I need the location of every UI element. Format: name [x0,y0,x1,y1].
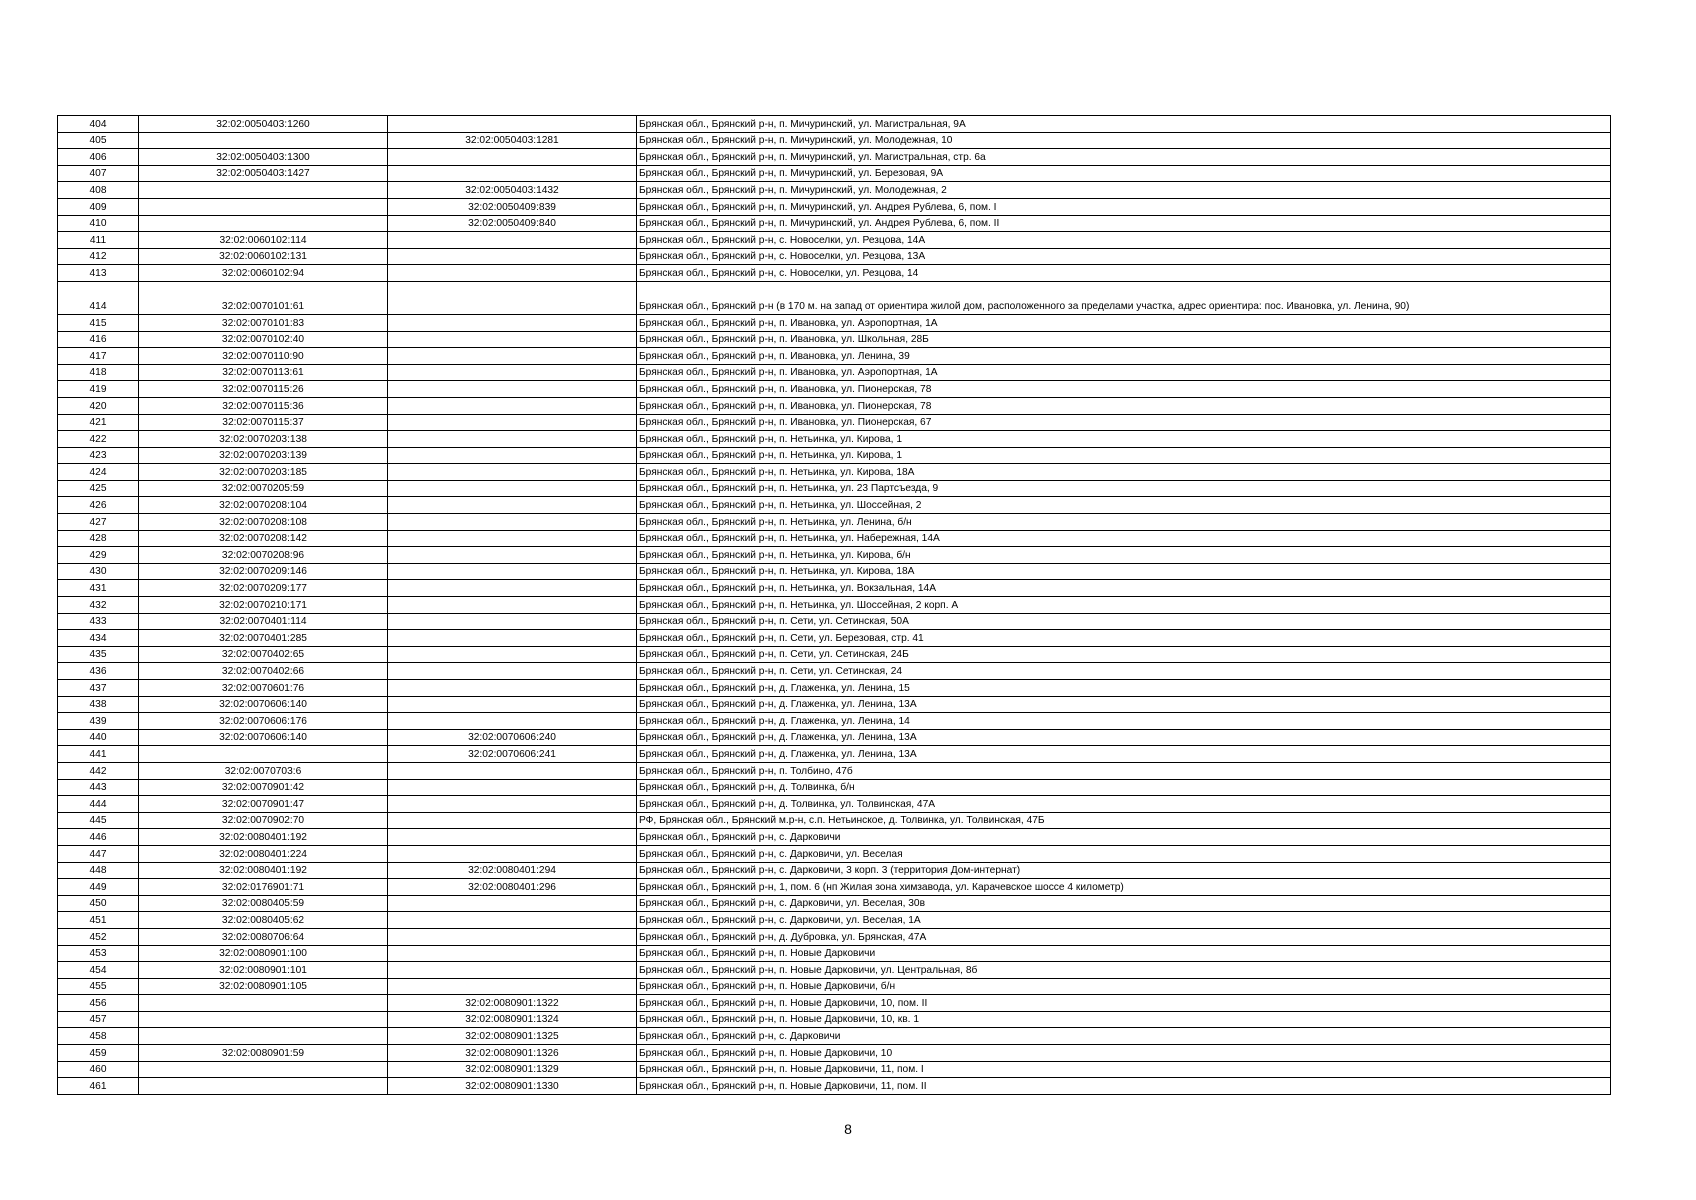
object-cadastral-number-cell [388,563,637,580]
table-row [58,912,1611,929]
table-row [58,414,1611,431]
address-cell: Брянская обл., Брянский р-н, п. Мичуринский, ул. Магистральная, 9А [637,116,1611,133]
row-number-cell: 415 [58,314,139,331]
row-number-cell: 406 [58,149,139,166]
table-row [58,149,1611,166]
table-row [58,812,1611,829]
object-cadastral-number-cell [388,613,637,630]
address-cell: Брянская обл., Брянский р-н, п. Ивановка, ул. Школьная, 28Б [637,331,1611,348]
address-cell: Брянская обл., Брянский р-н, с. Дарковичи, ул. Веселая [637,845,1611,862]
row-number-cell: 427 [58,514,139,531]
row-number-cell: 431 [58,580,139,597]
object-cadastral-number-cell [388,928,637,945]
cadastral-number-cell: 32:02:0070115:36 [139,397,388,414]
object-cadastral-number-cell: 32:02:0050409:840 [388,215,637,232]
table-row [58,696,1611,713]
address-cell: Брянская обл., Брянский р-н, д. Глаженка, ул. Ленина, 15 [637,680,1611,697]
table-row [58,796,1611,813]
row-number-cell: 443 [58,779,139,796]
table-row [58,563,1611,580]
table-row [58,1045,1611,1062]
address-cell: Брянская обл., Брянский р-н, п. Сети, ул. Сетинская, 24Б [637,646,1611,663]
table-row [58,480,1611,497]
row-number-cell: 449 [58,879,139,896]
row-number-cell: 429 [58,547,139,564]
object-cadastral-number-cell [388,945,637,962]
object-cadastral-number-cell: 32:02:0080901:1330 [388,1078,637,1095]
address-cell: Брянская обл., Брянский р-н, д. Толвинка, б/н [637,779,1611,796]
address-cell: Брянская обл., Брянский р-н, п. Мичуринский, ул. Молодежная, 2 [637,182,1611,199]
object-cadastral-number-cell [388,464,637,481]
address-cell: Брянская обл., Брянский р-н, п. Мичуринский, ул. Молодежная, 10 [637,132,1611,149]
table-row [58,729,1611,746]
object-cadastral-number-cell: 32:02:0050409:839 [388,198,637,215]
cadastral-number-cell [139,1061,388,1078]
address-cell: Брянская обл., Брянский р-н, д. Глаженка, ул. Ленина, 13А [637,696,1611,713]
address-cell: Брянская обл., Брянский р-н, с. Дарковичи, ул. Веселая, 30в [637,895,1611,912]
address-cell: Брянская обл., Брянский р-н, с. Дарковичи [637,1028,1611,1045]
table-row [58,630,1611,647]
page-number: 8 [844,1121,852,1137]
cadastral-number-cell: 32:02:0070208:96 [139,547,388,564]
row-number-cell: 459 [58,1045,139,1062]
row-number-cell: 430 [58,563,139,580]
row-number-cell: 414 [58,281,139,314]
cadastral-number-cell: 32:02:0070901:42 [139,779,388,796]
table-row [58,132,1611,149]
table-row [58,713,1611,730]
table-row [58,331,1611,348]
cadastral-number-cell [139,215,388,232]
object-cadastral-number-cell [388,962,637,979]
address-cell: Брянская обл., Брянский р-н, п. Ивановка, ул. Аэропортная, 1А [637,364,1611,381]
cadastral-number-cell: 32:02:0070606:140 [139,729,388,746]
address-cell: Брянская обл., Брянский р-н, п. Сети, ул. Сетинская, 24 [637,663,1611,680]
row-number-cell: 420 [58,397,139,414]
address-cell: Брянская обл., Брянский р-н, п. Нетьинка, ул. 23 Партсъезда, 9 [637,480,1611,497]
row-number-cell: 446 [58,829,139,846]
address-cell: РФ, Брянская обл., Брянский м.р-н, с.п. Нетьинское, д. Толвинка, ул. Толвинская, 47Б [637,812,1611,829]
object-cadastral-number-cell [388,663,637,680]
table-row [58,995,1611,1012]
cadastral-number-cell: 32:02:0070209:146 [139,563,388,580]
cadastral-number-cell [139,198,388,215]
cadastral-number-cell: 32:02:0080405:62 [139,912,388,929]
table-row [58,646,1611,663]
cadastral-number-cell: 32:02:0060102:114 [139,232,388,249]
cadastral-number-cell: 32:02:0070113:61 [139,364,388,381]
row-number-cell: 416 [58,331,139,348]
address-cell: Брянская обл., Брянский р-н, п. Ивановка, ул. Аэропортная, 1А [637,314,1611,331]
object-cadastral-number-cell [388,597,637,614]
object-cadastral-number-cell: 32:02:0080901:1322 [388,995,637,1012]
address-cell: Брянская обл., Брянский р-н, с. Дарковичи, ул. Веселая, 1А [637,912,1611,929]
object-cadastral-number-cell [388,381,637,398]
row-number-cell: 444 [58,796,139,813]
cadastral-number-cell: 32:02:0070209:177 [139,580,388,597]
table-row [58,1028,1611,1045]
table-row [58,464,1611,481]
address-cell: Брянская обл., Брянский р-н, п. Мичуринский, ул. Андрея Рублева, 6, пом. I [637,198,1611,215]
table-row [58,746,1611,763]
table-row [58,597,1611,614]
object-cadastral-number-cell [388,348,637,365]
object-cadastral-number-cell: 32:02:0080401:294 [388,862,637,879]
object-cadastral-number-cell [388,281,637,314]
cadastral-number-cell: 32:02:0070606:176 [139,713,388,730]
cadastral-number-cell: 32:02:0080901:105 [139,978,388,995]
table-row [58,265,1611,282]
cadastral-number-cell: 32:02:0070203:185 [139,464,388,481]
row-number-cell: 404 [58,116,139,133]
row-number-cell: 454 [58,962,139,979]
object-cadastral-number-cell [388,829,637,846]
row-number-cell: 421 [58,414,139,431]
cadastral-number-cell [139,1011,388,1028]
object-cadastral-number-cell [388,696,637,713]
cadastral-number-cell: 32:02:0070402:66 [139,663,388,680]
address-cell: Брянская обл., Брянский р-н, д. Глаженка, ул. Ленина, 13А [637,746,1611,763]
cadastral-number-cell: 32:02:0070401:114 [139,613,388,630]
cadastral-number-cell [139,1078,388,1095]
cadastral-number-cell: 32:02:0070205:59 [139,480,388,497]
row-number-cell: 456 [58,995,139,1012]
object-cadastral-number-cell: 32:02:0050403:1281 [388,132,637,149]
row-number-cell: 439 [58,713,139,730]
row-number-cell: 435 [58,646,139,663]
cadastral-number-cell [139,182,388,199]
row-number-cell: 405 [58,132,139,149]
table-row [58,779,1611,796]
table-row [58,182,1611,199]
address-cell: Брянская обл., Брянский р-н, п. Нетьинка, ул. Шоссейная, 2 корп. А [637,597,1611,614]
object-cadastral-number-cell: 32:02:0080901:1324 [388,1011,637,1028]
address-cell: Брянская обл., Брянский р-н, п. Новые Дарковичи, 11, пом. I [637,1061,1611,1078]
table-row [58,348,1611,365]
cadastral-number-cell: 32:02:0070401:285 [139,630,388,647]
cadastral-number-cell: 32:02:0070101:61 [139,281,388,314]
object-cadastral-number-cell: 32:02:0080901:1325 [388,1028,637,1045]
table-row [58,945,1611,962]
row-number-cell: 452 [58,928,139,945]
row-number-cell: 411 [58,232,139,249]
table-row [58,613,1611,630]
row-number-cell: 442 [58,762,139,779]
row-number-cell: 426 [58,497,139,514]
address-cell: Брянская обл., Брянский р-н, п. Новые Дарковичи, 10 [637,1045,1611,1062]
table-row [58,762,1611,779]
object-cadastral-number-cell: 32:02:0080401:296 [388,879,637,896]
object-cadastral-number-cell [388,397,637,414]
address-cell: Брянская обл., Брянский р-н, п. Толбино, 47б [637,762,1611,779]
object-cadastral-number-cell [388,762,637,779]
row-number-cell: 425 [58,480,139,497]
cadastral-number-cell: 32:02:0050403:1260 [139,116,388,133]
cadastral-number-cell: 32:02:0080401:192 [139,862,388,879]
row-number-cell: 450 [58,895,139,912]
table-row [58,879,1611,896]
address-cell: Брянская обл., Брянский р-н, п. Новые Дарковичи, б/н [637,978,1611,995]
row-number-cell: 453 [58,945,139,962]
table-row [58,530,1611,547]
table-row [58,497,1611,514]
address-cell: Брянская обл., Брянский р-н, с. Новоселки, ул. Резцова, 14А [637,232,1611,249]
cadastral-number-cell: 32:02:0050403:1427 [139,165,388,182]
row-number-cell: 432 [58,597,139,614]
cadastral-number-cell: 32:02:0080706:64 [139,928,388,945]
address-cell: Брянская обл., Брянский р-н, с. Дарковичи, 3 корп. 3 (территория Дом-интернат) [637,862,1611,879]
cadastral-number-cell [139,746,388,763]
cadastral-number-cell: 32:02:0080901:100 [139,945,388,962]
address-cell: Брянская обл., Брянский р-н, с. Новоселки, ул. Резцова, 14 [637,265,1611,282]
object-cadastral-number-cell [388,680,637,697]
table-row [58,895,1611,912]
address-cell: Брянская обл., Брянский р-н, п. Нетьинка, ул. Кирова, б/н [637,547,1611,564]
address-cell: Брянская обл., Брянский р-н, п. Мичуринский, ул. Андрея Рублева, 6, пом. II [637,215,1611,232]
address-cell: Брянская обл., Брянский р-н, с. Новоселки, ул. Резцова, 13А [637,248,1611,265]
table-row [58,232,1611,249]
cadastral-number-cell: 32:02:0070402:65 [139,646,388,663]
row-number-cell: 422 [58,431,139,448]
object-cadastral-number-cell [388,646,637,663]
row-number-cell: 410 [58,215,139,232]
object-cadastral-number-cell [388,480,637,497]
row-number-cell: 441 [58,746,139,763]
row-number-cell: 412 [58,248,139,265]
cadastral-number-cell: 32:02:0080401:224 [139,845,388,862]
address-cell: Брянская обл., Брянский р-н, п. Мичуринский, ул. Березовая, 9А [637,165,1611,182]
table-row [58,198,1611,215]
cadastral-number-cell: 32:02:0070606:140 [139,696,388,713]
table-row [58,381,1611,398]
address-cell: Брянская обл., Брянский р-н, п. Нетьинка, ул. Вокзальная, 14А [637,580,1611,597]
table-row [58,978,1611,995]
object-cadastral-number-cell [388,431,637,448]
address-cell: Брянская обл., Брянский р-н, п. Ивановка, ул. Пионерская, 78 [637,381,1611,398]
address-cell: Брянская обл., Брянский р-н, п. Ивановка, ул. Пионерская, 78 [637,397,1611,414]
row-number-cell: 433 [58,613,139,630]
table-row [58,1078,1611,1095]
table-body [58,116,1611,1095]
cadastral-number-cell: 32:02:0070101:83 [139,314,388,331]
table-row [58,1061,1611,1078]
table-row [58,447,1611,464]
address-cell: Брянская обл., Брянский р-н, д. Глаженка, ул. Ленина, 13А [637,729,1611,746]
cadastral-number-cell [139,995,388,1012]
table-row [58,116,1611,133]
object-cadastral-number-cell [388,331,637,348]
object-cadastral-number-cell [388,514,637,531]
cadastral-number-cell: 32:02:0070208:108 [139,514,388,531]
table-row [58,364,1611,381]
address-cell: Брянская обл., Брянский р-н, п. Новые Дарковичи [637,945,1611,962]
object-cadastral-number-cell: 32:02:0070606:240 [388,729,637,746]
table-row [58,215,1611,232]
object-cadastral-number-cell: 32:02:0070606:241 [388,746,637,763]
object-cadastral-number-cell [388,580,637,597]
address-cell: Брянская обл., Брянский р-н, п. Нетьинка, ул. Кирова, 1 [637,447,1611,464]
address-cell: Брянская обл., Брянский р-н, 1, пом. 6 (нп Жилая зона химзавода, ул. Карачевское шоссе 4 километр) [637,879,1611,896]
object-cadastral-number-cell: 32:02:0080901:1326 [388,1045,637,1062]
object-cadastral-number-cell [388,447,637,464]
address-cell: Брянская обл., Брянский р-н, п. Нетьинка, ул. Кирова, 18А [637,563,1611,580]
cadastral-number-cell: 32:02:0070210:171 [139,597,388,614]
cadastral-number-cell: 32:02:0050403:1300 [139,149,388,166]
address-cell: Брянская обл., Брянский р-н, с. Дарковичи [637,829,1611,846]
table-row [58,829,1611,846]
object-cadastral-number-cell [388,116,637,133]
address-cell: Брянская обл., Брянский р-н, п. Нетьинка, ул. Кирова, 18А [637,464,1611,481]
cadastral-number-cell: 32:02:0070203:138 [139,431,388,448]
cadastral-number-cell: 32:02:0070902:70 [139,812,388,829]
address-cell: Брянская обл., Брянский р-н, п. Ивановка, ул. Ленина, 39 [637,348,1611,365]
object-cadastral-number-cell [388,713,637,730]
cadastral-number-cell: 32:02:0080405:59 [139,895,388,912]
address-cell: Брянская обл., Брянский р-н, п. Нетьинка, ул. Кирова, 1 [637,431,1611,448]
table-row [58,431,1611,448]
row-number-cell: 413 [58,265,139,282]
object-cadastral-number-cell [388,414,637,431]
cadastral-number-cell: 32:02:0176901:71 [139,879,388,896]
object-cadastral-number-cell [388,912,637,929]
table-row [58,845,1611,862]
cadastral-number-cell: 32:02:0070208:142 [139,530,388,547]
object-cadastral-number-cell [388,530,637,547]
table-row [58,928,1611,945]
row-number-cell: 448 [58,862,139,879]
object-cadastral-number-cell [388,364,637,381]
cadastral-number-cell: 32:02:0070703:6 [139,762,388,779]
object-cadastral-number-cell [388,796,637,813]
table-row [58,248,1611,265]
cadastral-number-cell: 32:02:0070115:26 [139,381,388,398]
object-cadastral-number-cell [388,812,637,829]
object-cadastral-number-cell [388,165,637,182]
row-number-cell: 423 [58,447,139,464]
object-cadastral-number-cell [388,547,637,564]
row-number-cell: 437 [58,680,139,697]
address-cell: Брянская обл., Брянский р-н, п. Сети, ул. Сетинская, 50А [637,613,1611,630]
row-number-cell: 457 [58,1011,139,1028]
address-cell: Брянская обл., Брянский р-н, п. Нетьинка, ул. Ленина, б/н [637,514,1611,531]
row-number-cell: 461 [58,1078,139,1095]
row-number-cell: 447 [58,845,139,862]
row-number-cell: 419 [58,381,139,398]
cadastral-number-cell [139,132,388,149]
address-cell: Брянская обл., Брянский р-н, п. Ивановка, ул. Пионерская, 67 [637,414,1611,431]
row-number-cell: 409 [58,198,139,215]
object-cadastral-number-cell [388,248,637,265]
cadastral-table [57,115,1611,1095]
row-number-cell: 417 [58,348,139,365]
table-row [58,663,1611,680]
row-number-cell: 407 [58,165,139,182]
object-cadastral-number-cell [388,779,637,796]
address-cell: Брянская обл., Брянский р-н, п. Нетьинка, ул. Шоссейная, 2 [637,497,1611,514]
object-cadastral-number-cell [388,314,637,331]
cadastral-number-cell: 32:02:0070115:37 [139,414,388,431]
table-row [58,514,1611,531]
object-cadastral-number-cell [388,265,637,282]
address-cell: Брянская обл., Брянский р-н (в 170 м. на запад от ориентира жилой дом, расположенного за пределами участка, адрес ориентира: пос. Ивановка, ул. Ленина, 90) [637,281,1611,314]
cadastral-number-cell: 32:02:0070208:104 [139,497,388,514]
address-cell: Брянская обл., Брянский р-н, п. Сети, ул. Березовая, стр. 41 [637,630,1611,647]
table-row [58,281,1611,314]
row-number-cell: 445 [58,812,139,829]
table-row [58,547,1611,564]
row-number-cell: 438 [58,696,139,713]
address-cell: Брянская обл., Брянский р-н, д. Дубровка, ул. Брянская, 47А [637,928,1611,945]
object-cadastral-number-cell [388,232,637,249]
cadastral-number-cell: 32:02:0080401:192 [139,829,388,846]
row-number-cell: 408 [58,182,139,199]
object-cadastral-number-cell [388,845,637,862]
table-row [58,580,1611,597]
address-cell: Брянская обл., Брянский р-н, п. Новые Дарковичи, 10, кв. 1 [637,1011,1611,1028]
row-number-cell: 418 [58,364,139,381]
object-cadastral-number-cell [388,497,637,514]
row-number-cell: 434 [58,630,139,647]
row-number-cell: 451 [58,912,139,929]
row-number-cell: 428 [58,530,139,547]
table-row [58,1011,1611,1028]
cadastral-number-cell [139,1028,388,1045]
cadastral-number-cell: 32:02:0080901:101 [139,962,388,979]
row-number-cell: 455 [58,978,139,995]
cadastral-number-cell: 32:02:0070601:76 [139,680,388,697]
table-row [58,862,1611,879]
cadastral-number-cell: 32:02:0080901:59 [139,1045,388,1062]
address-cell: Брянская обл., Брянский р-н, п. Новые Дарковичи, 11, пом. II [637,1078,1611,1095]
cadastral-number-cell: 32:02:0070102:40 [139,331,388,348]
object-cadastral-number-cell: 32:02:0050403:1432 [388,182,637,199]
object-cadastral-number-cell: 32:02:0080901:1329 [388,1061,637,1078]
address-cell: Брянская обл., Брянский р-н, п. Мичуринский, ул. Магистральная, стр. 6а [637,149,1611,166]
address-cell: Брянская обл., Брянский р-н, п. Нетьинка, ул. Набережная, 14А [637,530,1611,547]
object-cadastral-number-cell [388,630,637,647]
row-number-cell: 424 [58,464,139,481]
table-row [58,314,1611,331]
cadastral-number-cell: 32:02:0070203:139 [139,447,388,464]
row-number-cell: 440 [58,729,139,746]
address-cell: Брянская обл., Брянский р-н, п. Новые Дарковичи, ул. Центральная, 8б [637,962,1611,979]
row-number-cell: 436 [58,663,139,680]
object-cadastral-number-cell [388,149,637,166]
row-number-cell: 460 [58,1061,139,1078]
address-cell: Брянская обл., Брянский р-н, п. Новые Дарковичи, 10, пом. II [637,995,1611,1012]
table-row [58,397,1611,414]
cadastral-number-cell: 32:02:0060102:131 [139,248,388,265]
object-cadastral-number-cell [388,978,637,995]
address-cell: Брянская обл., Брянский р-н, д. Глаженка, ул. Ленина, 14 [637,713,1611,730]
object-cadastral-number-cell [388,895,637,912]
table-row [58,680,1611,697]
table-row [58,165,1611,182]
table-row [58,962,1611,979]
address-cell: Брянская обл., Брянский р-н, д. Толвинка, ул. Толвинская, 47А [637,796,1611,813]
cadastral-number-cell: 32:02:0060102:94 [139,265,388,282]
cadastral-number-cell: 32:02:0070901:47 [139,796,388,813]
row-number-cell: 458 [58,1028,139,1045]
cadastral-number-cell: 32:02:0070110:90 [139,348,388,365]
